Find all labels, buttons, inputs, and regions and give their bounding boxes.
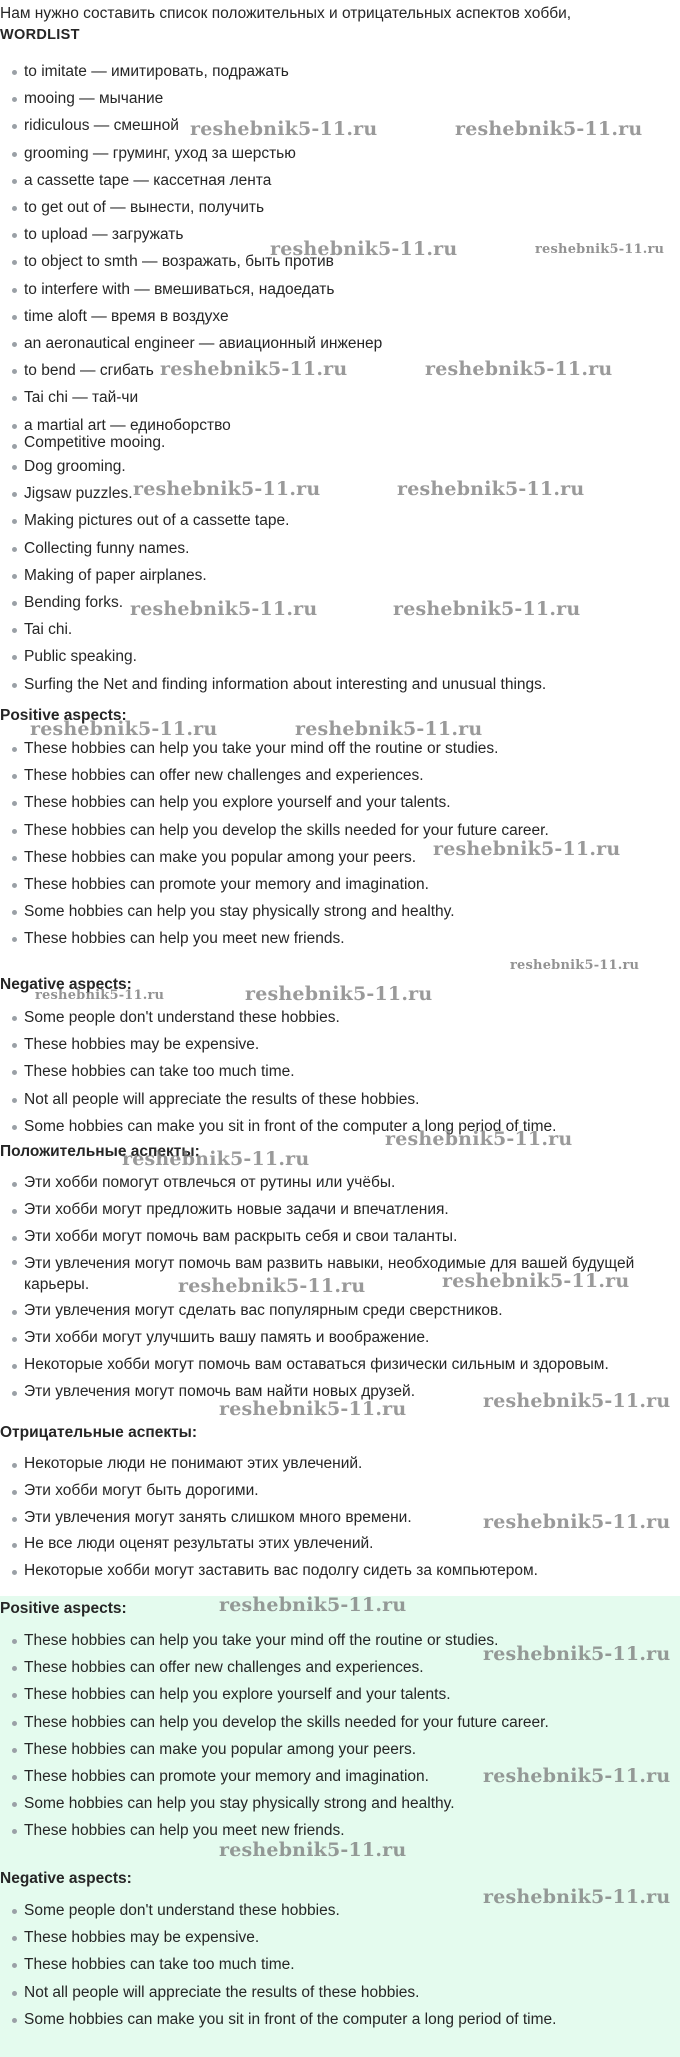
ru-negative-list [0, 1451, 680, 1585]
list-item: These hobbies can help you explore yourself and your talents. [0, 789, 680, 816]
list-item: These hobbies can make you popular among your peers. [0, 1736, 680, 1763]
answer-negative-heading: Negative aspects: [0, 1870, 132, 1887]
list-item: to upload — загружать [0, 221, 680, 248]
list-item: Some hobbies can make you sit in front of the computer a long period of time. [0, 2006, 680, 2033]
list-item: to bend — сгибать [0, 357, 680, 384]
list-item: These hobbies can offer new challenges and experiences. [0, 762, 680, 789]
watermark: reshebnik5-11.ru [393, 598, 581, 620]
list-item: Making of paper airplanes. [0, 562, 680, 589]
list-item: These hobbies can help you meet new friends. [0, 1817, 680, 1844]
list-item: These hobbies can promote your memory and imagination. [0, 871, 680, 898]
watermark: reshebnik5-11.ru [219, 1398, 407, 1420]
list-item: Some hobbies can help you stay physically strong and healthy. [0, 1790, 680, 1817]
watermark: reshebnik5-11.ru [483, 1765, 671, 1787]
list-item: These hobbies can help you develop the skills needed for your future career. [0, 817, 680, 844]
watermark: reshebnik5-11.ru [178, 1275, 366, 1297]
watermark: reshebnik5-11.ru [510, 958, 640, 973]
list-item: Tai chi. [0, 616, 680, 643]
wordlist-title: WORDLIST [0, 27, 80, 43]
list-item: to object to smth — возражать, быть против [0, 248, 680, 275]
answer-negative-list [0, 1897, 680, 2033]
intro-text: Нам нужно составить список положительных и отрицательных аспектов хобби, [0, 5, 572, 22]
list-item: Some people don't understand these hobbies. [0, 1004, 680, 1031]
list-item: These hobbies may be expensive. [0, 1924, 680, 1951]
list-item: These hobbies can take too much time. [0, 1058, 680, 1085]
list-item: Эти хобби могут быть дорогими. [0, 1478, 680, 1505]
watermark: reshebnik5-11.ru [245, 983, 433, 1005]
list-item: to imitate — имитировать, подражать [0, 58, 680, 85]
list-item: These hobbies can help you take your mind off the routine or studies. [0, 735, 680, 762]
list-item: Эти хобби могут улучшить вашу память и воображение. [0, 1325, 680, 1352]
list-item: These hobbies can help you develop the skills needed for your future career. [0, 1709, 680, 1736]
list-item: a martial art — единоборство [0, 412, 680, 439]
list-item: Surfing the Net and finding information about interesting and unusual things. [0, 671, 680, 698]
watermark: reshebnik5-11.ru [35, 988, 165, 1003]
list-item: These hobbies can take too much time. [0, 1951, 680, 1978]
list-item: Эти хобби могут помочь вам раскрыть себя и свои таланты. [0, 1224, 680, 1251]
watermark: reshebnik5-11.ru [433, 838, 621, 860]
watermark: reshebnik5-11.ru [385, 1128, 573, 1150]
watermark: reshebnik5-11.ru [122, 1148, 310, 1170]
watermark: reshebnik5-11.ru [425, 358, 613, 380]
ru-positive-heading: Положительные аспекты: [0, 1143, 200, 1160]
watermark: reshebnik5-11.ru [483, 1511, 671, 1533]
watermark: reshebnik5-11.ru [130, 598, 318, 620]
watermark: reshebnik5-11.ru [219, 1594, 407, 1616]
watermark: reshebnik5-11.ru [455, 118, 643, 140]
list-item: a cassette tape — кассетная лента [0, 167, 680, 194]
list-item: Competitive mooing. [0, 432, 680, 453]
watermark: reshebnik5-11.ru [219, 1839, 407, 1861]
list-item: Некоторые люди не понимают этих увлечений. [0, 1451, 680, 1478]
list-item: These hobbies can make you popular among your peers. [0, 844, 680, 871]
list-item: to interfere with — вмешиваться, надоедать [0, 276, 680, 303]
list-item: time aloft — время в воздухе [0, 303, 680, 330]
list-item: These hobbies can help you take your mind off the routine or studies. [0, 1627, 680, 1654]
answer-positive-heading: Positive aspects: [0, 1600, 127, 1617]
list-item: Не все люди оценят результаты этих увлечений. [0, 1531, 680, 1558]
answer-positive-list [0, 1627, 680, 1845]
list-item: Эти увлечения могут помочь вам развить навыки, необходимые для вашей будущей карьеры. [0, 1250, 680, 1298]
list-item: ridiculous — смешной [0, 112, 680, 139]
positive-aspects-heading: Positive aspects: [0, 707, 127, 724]
list-item: Эти увлечения могут помочь вам найти новых друзей. [0, 1379, 680, 1406]
list-item: These hobbies can help you meet new friends. [0, 925, 680, 952]
list-item: Making pictures out of a cassette tape. [0, 507, 680, 534]
list-item: Некоторые хобби могут помочь вам оставаться физически сильным и здоровым. [0, 1352, 680, 1379]
watermark: reshebnik5-11.ru [483, 1886, 671, 1908]
list-item: an aeronautical engineer — авиационный инженер [0, 330, 680, 357]
list-item: These hobbies can offer new challenges and experiences. [0, 1654, 680, 1681]
list-item: Not all people will appreciate the results of these hobbies. [0, 1086, 680, 1113]
list-item: grooming — груминг, уход за шерстью [0, 140, 680, 167]
list-item: to get out of — вынести, получить [0, 194, 680, 221]
list-item: Collecting funny names. [0, 535, 680, 562]
positive-aspects-list [0, 735, 680, 953]
list-item: These hobbies can promote your memory and imagination. [0, 1763, 680, 1790]
list-item: mooing — мычание [0, 85, 680, 112]
watermark: reshebnik5-11.ru [190, 118, 378, 140]
watermark: reshebnik5-11.ru [133, 478, 321, 500]
list-item: Эти хобби помогут отвлечься от рутины или учёбы. [0, 1170, 680, 1197]
list-item: Эти увлечения могут занять слишком много времени. [0, 1505, 680, 1532]
wordlist-list [0, 58, 680, 439]
list-item: Tai chi — тай-чи [0, 384, 680, 411]
watermark: reshebnik5-11.ru [483, 1643, 671, 1665]
hobbies-list [0, 432, 680, 698]
watermark: reshebnik5-11.ru [442, 1270, 630, 1292]
watermark: reshebnik5-11.ru [535, 242, 665, 257]
list-item: These hobbies can help you explore yourself and your talents. [0, 1681, 680, 1708]
list-item: Some hobbies can help you stay physically strong and healthy. [0, 898, 680, 925]
list-item: Jigsaw puzzles. [0, 480, 680, 507]
ru-negative-heading: Отрицательные аспекты: [0, 1424, 198, 1441]
list-item: Dog grooming. [0, 453, 680, 480]
list-item: Not all people will appreciate the results of these hobbies. [0, 1979, 680, 2006]
list-item: Эти хобби могут предложить новые задачи и впечатления. [0, 1197, 680, 1224]
list-item: Some people don't understand these hobbies. [0, 1897, 680, 1924]
watermark: reshebnik5-11.ru [295, 718, 483, 740]
list-item: Некоторые хобби могут заставить вас подолгу сидеть за компьютером. [0, 1558, 680, 1585]
watermark: reshebnik5-11.ru [270, 238, 458, 260]
negative-aspects-heading: Negative aspects: [0, 976, 132, 993]
watermark: reshebnik5-11.ru [30, 718, 218, 740]
list-item: Some hobbies can make you sit in front of the computer a long period of time. [0, 1113, 680, 1140]
negative-aspects-list [0, 1004, 680, 1140]
list-item: Эти увлечения могут сделать вас популярным среди сверстников. [0, 1298, 680, 1325]
ru-positive-list [0, 1170, 680, 1406]
list-item: These hobbies may be expensive. [0, 1031, 680, 1058]
list-item: Public speaking. [0, 643, 680, 670]
watermark: reshebnik5-11.ru [160, 358, 348, 380]
list-item: Bending forks. [0, 589, 680, 616]
watermark: reshebnik5-11.ru [483, 1390, 671, 1412]
watermark: reshebnik5-11.ru [397, 478, 585, 500]
